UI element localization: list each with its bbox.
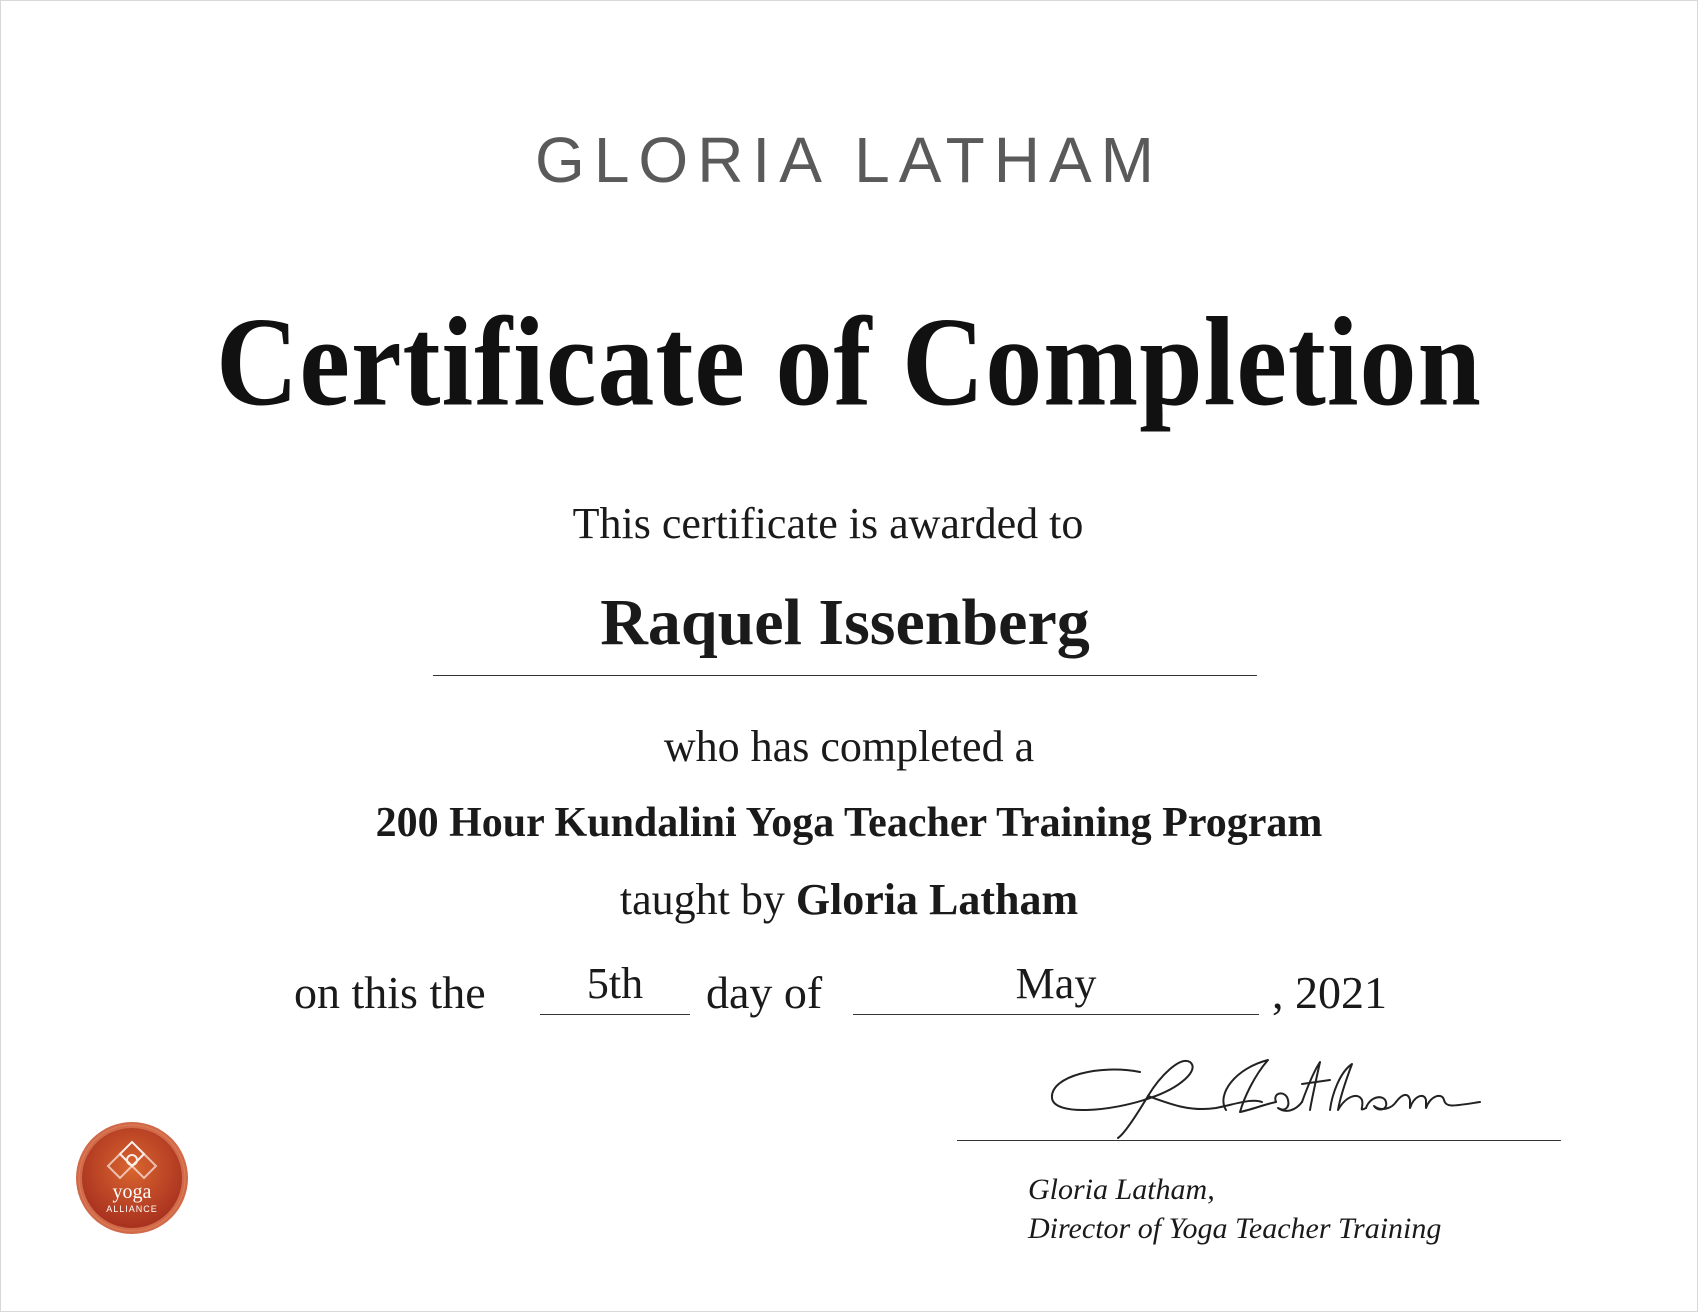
day-blank-line <box>540 1014 690 1015</box>
date-year: , 2021 <box>1272 967 1387 1018</box>
taught-by-name: Gloria Latham <box>795 875 1079 924</box>
yoga-alliance-seal-icon <box>74 1120 190 1236</box>
signature-image <box>1040 1050 1490 1140</box>
day-of-label: day of <box>706 967 823 1018</box>
completed-label: who has completed a <box>663 722 1035 771</box>
brand-name: GLORIA LATHAM <box>535 124 1163 196</box>
date-day: 5th <box>586 959 644 1008</box>
awarded-to-label: This certificate is awarded to <box>572 499 1084 548</box>
signer-title: Director of Yoga Teacher Training <box>1028 1212 1442 1245</box>
date-month: May <box>1015 959 1097 1008</box>
svg-text:yoga: yoga <box>112 1181 152 1203</box>
taught-by-line <box>0 875 1698 924</box>
signer-block <box>1028 1170 1441 1248</box>
date-prefix: on this the <box>294 967 486 1018</box>
date-line <box>0 959 1698 1022</box>
program-name: 200 Hour Kundalini Yoga Teacher Training Program <box>375 800 1323 846</box>
signer-name: Gloria Latham, <box>1028 1173 1215 1206</box>
certificate-title: Certificate of Completion <box>216 290 1482 433</box>
recipient-name: Raquel Issenberg <box>600 586 1090 659</box>
month-blank-line <box>853 1014 1259 1015</box>
recipient-underline <box>433 675 1257 676</box>
taught-by-prefix: taught by <box>619 875 785 924</box>
svg-text:ALLIANCE: ALLIANCE <box>106 1204 158 1214</box>
signature-line <box>957 1140 1561 1141</box>
